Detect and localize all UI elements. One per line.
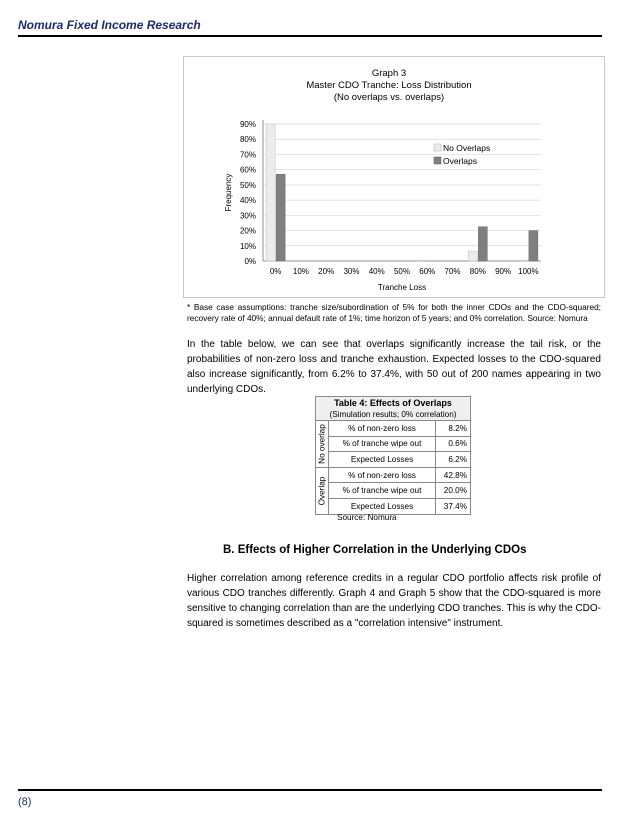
table-row [316, 421, 471, 437]
row-label: % of non-zero loss [329, 467, 436, 483]
x-tick-label: 70% [444, 267, 461, 276]
group-label-no-overlap: No overlap [316, 421, 329, 468]
chart-title: Graph 3 [371, 68, 407, 79]
y-tick-label: 10% [239, 241, 256, 251]
row-label: % of tranche wipe out [329, 436, 436, 452]
y-tick-label: 20% [239, 226, 256, 236]
row-label: Expected Losses [329, 452, 436, 468]
table-source: Source: Nomura [337, 513, 397, 522]
table-row [316, 452, 471, 468]
row-value: 20.0% [436, 483, 471, 499]
row-label: % of tranche wipe out [329, 483, 436, 499]
x-tick-label: 30% [343, 267, 360, 276]
x-tick-label: 80% [469, 267, 486, 276]
table-row [316, 483, 471, 499]
row-label: Expected Losses [329, 498, 436, 514]
row-value: 37.4% [436, 498, 471, 514]
bar-overlaps [529, 231, 538, 261]
legend-label: No Overlaps [443, 143, 491, 153]
x-axis-label: Tranche Loss [377, 283, 427, 292]
x-tick-label: 40% [368, 267, 385, 276]
legend-label: Overlaps [443, 156, 478, 166]
overlap-paragraph: In the table below, we can see that overlaps significantly increase the tail risk, or the probabilities of non-zero loss and tranche exhaustion. Expected losses to the CDO-squared also increase significantly, from 6.2% to 37.4%, with 50 out of 200 names appearing in two underlying CDOs. [187, 339, 601, 395]
row-value: 6.2% [436, 452, 471, 468]
section-heading: B. Effects of Higher Correlation in the Underlying CDOs [223, 544, 527, 556]
footer-rule [18, 789, 602, 791]
bar-overlaps [276, 174, 285, 261]
row-value: 8.2% [436, 421, 471, 437]
table-row [316, 467, 471, 483]
report-header-title: Nomura Fixed Income Research [18, 18, 201, 32]
x-tick-label: 100% [518, 267, 539, 276]
chart-canvas [184, 57, 604, 297]
correlation-paragraph: Higher correlation among reference credits in a regular CDO portfolio affects risk profile of various CDO tranches differently. Graph 4 and Graph 5 show that the CDO-squared is more sensitive to changing correlation than are the underlying CDO tranches. This is why the CDO-squared is sometimes described as a "correlation intensive" instrument. [187, 573, 601, 629]
chart-subtitle: (No overlaps vs. overlaps) [333, 92, 445, 103]
x-tick-label: 50% [393, 267, 411, 276]
table-subtitle: (Simulation results; 0% correlation) [315, 409, 471, 420]
table-row [316, 498, 471, 514]
y-tick-label: 0% [244, 257, 256, 266]
x-tick-label: 60% [419, 267, 436, 276]
x-tick-label: 10% [292, 267, 309, 276]
page-number: (8) [18, 796, 32, 808]
y-axis-label: Frequency [224, 173, 233, 212]
row-value: 0.6% [436, 436, 471, 452]
header-rule [18, 35, 602, 37]
bar-no-overlaps [418, 260, 427, 261]
y-tick-label: 70% [239, 150, 256, 160]
y-tick-label: 90% [239, 120, 256, 129]
bar-no-overlaps [266, 124, 275, 261]
y-tick-label: 50% [239, 180, 256, 190]
group-label-overlap: Overlap [316, 467, 329, 514]
y-tick-label: 60% [239, 165, 256, 175]
y-tick-label: 40% [239, 196, 256, 206]
x-tick-label: 90% [495, 267, 512, 276]
table-body [315, 420, 471, 515]
bar-overlaps [478, 227, 487, 261]
row-value: 42.8% [436, 467, 471, 483]
table-title: Table 4: Effects of Overlaps [315, 396, 471, 409]
chart-footnote: * Base case assumptions: tranche size/subordination of 5% for both the inner CDOs and the CDO-squared; recovery rate of 40%; annual default rate of 1%; time horizon of 5 years; and 0% correlation. Source: Nomura [187, 302, 601, 323]
overlap-effects-table [315, 396, 471, 515]
legend-swatch [434, 157, 441, 164]
y-tick-label: 80% [239, 135, 256, 145]
bar-no-overlaps [468, 251, 477, 261]
x-tick-label: 0% [269, 267, 282, 276]
legend-swatch [434, 144, 441, 151]
y-tick-label: 30% [239, 211, 256, 221]
row-label: % of non-zero loss [329, 421, 436, 437]
table-row [316, 436, 471, 452]
chart-subtitle: Master CDO Tranche: Loss Distribution [306, 80, 472, 91]
x-tick-label: 20% [318, 267, 335, 276]
loss-distribution-chart [183, 56, 605, 298]
bar-no-overlaps [519, 260, 528, 261]
